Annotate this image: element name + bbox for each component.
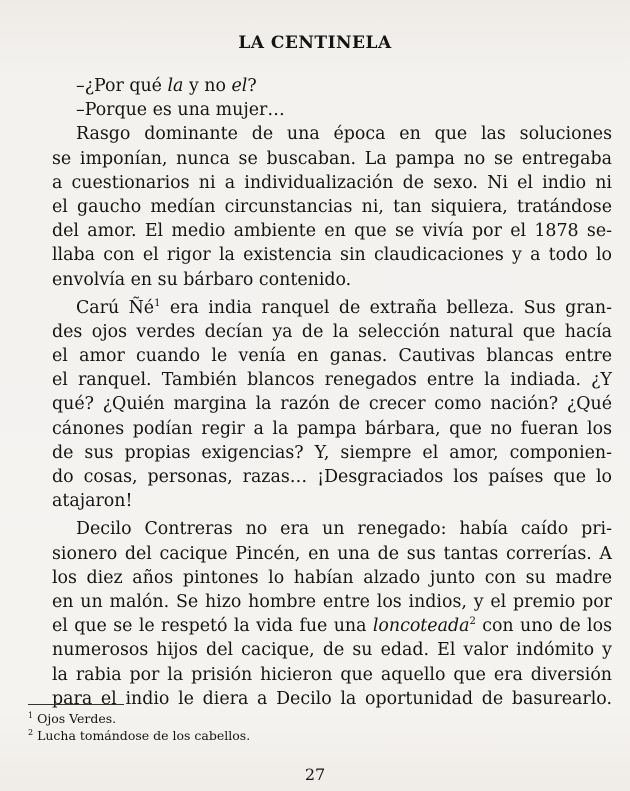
paragraph-line: atajaron! <box>52 491 133 512</box>
paragraph-line: los diez años pintones lo habían alzado junto con su madre <box>52 567 612 588</box>
dialogue-line <box>52 74 612 98</box>
paragraph-text: era india ranquel de extraña belleza. Sus gran- <box>160 297 612 318</box>
paragraph-line: se imponían, nunca se buscaban. La pampa no se entregaba <box>52 148 612 169</box>
footnote <box>28 727 250 744</box>
paragraph-line: en un malón. Se hizo hombre entre los indios, y el premio por <box>52 591 612 612</box>
paragraph-line: cánones podían regir a la pampa bárbara, que no fueran los <box>52 418 612 439</box>
footnote-number: 2 <box>28 727 34 737</box>
paragraph-line <box>52 614 612 638</box>
chapter-title: LA CENTINELA <box>238 33 392 53</box>
paragraph-line: para el indio le diera a Decilo la oportunidad de basurearlo. <box>52 688 612 709</box>
paragraph-line: de sus propias exigencias? Y, siempre el amor, componien- <box>52 442 612 463</box>
footnote-text: Lucha tomándose de los cabellos. <box>37 728 251 743</box>
paragraph-line: a cuestionarios ni a individualización de sexo. Ni el indio ni <box>52 172 612 193</box>
paragraph-line: llaba con el rigor la existencia sin claudicaciones y a todo lo <box>52 245 612 266</box>
paragraph-emphasis: loncoteada <box>372 616 470 637</box>
paragraph-line: Decilo Contreras no era un renegado: había caído pri- <box>76 519 612 540</box>
paragraph-line: numerosos hijos del cacique, de su edad. El valor indómito y <box>52 640 612 661</box>
dialogue-emphasis: el <box>231 76 248 96</box>
paragraph-text: el que se le respetó la vida fue una <box>52 616 373 637</box>
dialogue-text: ? <box>247 76 257 96</box>
paragraph-line: del amor. El medio ambiente en que se vivía por el 1878 se- <box>52 221 612 242</box>
footnote-divider <box>28 704 124 705</box>
paragraph-line: envolvía en su bárbaro contenido. <box>52 269 352 290</box>
paragraph-line: el gaucho medían circunstancias ni, tan siquiera, tratándose <box>52 196 612 217</box>
paragraph-text: Carú Ñé <box>76 297 155 318</box>
paragraph-line: sionero del cacique Pincén, en una de sus tantas correrías. A <box>52 543 612 564</box>
dialogue-emphasis: la <box>167 76 184 96</box>
dialogue-text: –¿Por qué <box>76 76 168 96</box>
footnote-marker: 1 <box>154 297 161 309</box>
footnote <box>28 710 250 727</box>
paragraph-line: Rasgo dominante de una época en que las soluciones <box>76 124 612 145</box>
paragraph-line: do cosas, personas, razas… ¡Desgraciados los países que lo <box>52 467 612 487</box>
body-text <box>52 74 612 711</box>
paragraph-line: el ranquel. También blancos renegados entre la indiada. ¿Y <box>52 370 612 391</box>
footnote-text: Ojos Verdes. <box>37 711 117 726</box>
page-number: 27 <box>304 765 326 784</box>
footnotes <box>28 710 250 744</box>
paragraph-line: qué? ¿Quién margina la razón de crecer como nación? ¿Qué <box>52 394 612 415</box>
footnote-number: 1 <box>28 710 34 720</box>
dialogue-line: –Porque es una mujer… <box>76 100 285 121</box>
paragraph-line: des ojos verdes decían ya de la selección natural que hacía <box>52 321 612 342</box>
paragraph-text: con uno de los <box>475 616 612 637</box>
dialogue-text: y no <box>183 76 232 96</box>
paragraph-line <box>52 296 612 320</box>
paragraph-line: el amor cuando le venía en ganas. Cautivas blancas entre <box>52 346 612 367</box>
footnote-marker: 2 <box>469 616 476 628</box>
paragraph-line: la rabia por la prisión hicieron que aquello que era diversión <box>52 664 612 685</box>
